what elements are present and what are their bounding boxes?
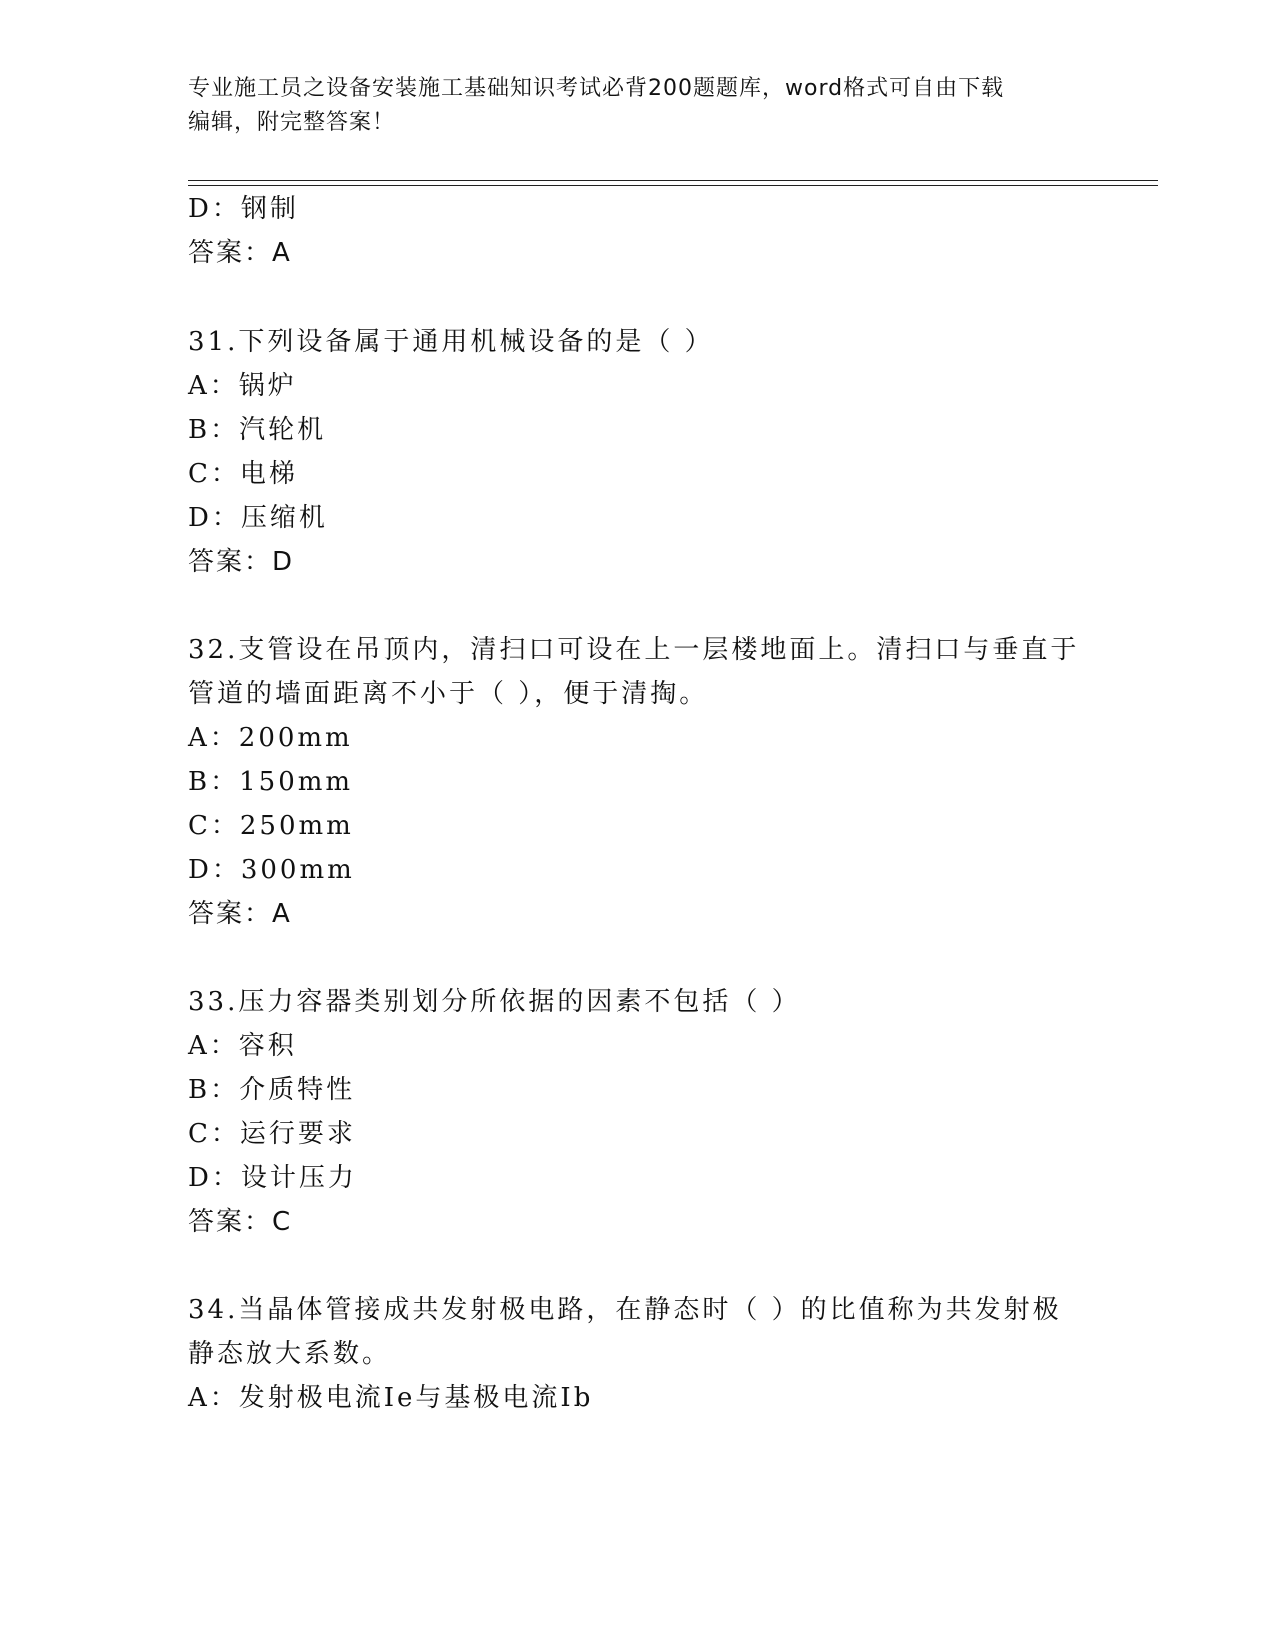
header-divider-top: [188, 180, 1158, 181]
header-divider-bottom: [188, 185, 1158, 186]
question-31-option-d: D：压缩机: [188, 503, 328, 533]
document-header: [188, 72, 1068, 140]
header-line-2: 编辑，附完整答案！: [188, 110, 396, 135]
question-31-answer: 答案：D: [188, 547, 295, 577]
question-33-option-c: C：运行要求: [188, 1119, 356, 1149]
option-d-prev: D：钢制: [188, 194, 299, 224]
question-32-stem-line-2: 管道的墙面距离不小于（ ），便于清掏。: [188, 679, 709, 709]
question-31-option-c: C：电梯: [188, 459, 298, 489]
question-34-option-a: A：发射极电流Ie与基极电流Ib: [188, 1383, 594, 1413]
question-34-stem-line-1: 34.当晶体管接成共发射极电路，在静态时（ ）的比值称为共发射极: [188, 1295, 1062, 1325]
question-31-option-b: B：汽轮机: [188, 415, 327, 445]
question-32-option-b: B：150mm: [188, 767, 354, 797]
question-33-answer: 答案：C: [188, 1207, 293, 1237]
question-32-option-a: A：200mm: [188, 723, 353, 753]
question-31-stem: 31.下列设备属于通用机械设备的是（ ）: [188, 327, 714, 357]
answer-prev: 答案：A: [188, 238, 292, 268]
question-32-option-d: D：300mm: [188, 855, 355, 885]
header-line-1: 专业施工员之设备安装施工基础知识考试必背200题题库，word格式可自由下载: [188, 76, 1005, 101]
question-33-option-d: D：设计压力: [188, 1163, 357, 1193]
question-33-option-a: A：容积: [188, 1031, 297, 1061]
question-33-stem: 33.压力容器类别划分所依据的因素不包括（ ）: [188, 987, 801, 1017]
question-34-stem-line-2: 静态放大系数。: [188, 1339, 392, 1369]
question-32-stem-line-1: 32.支管设在吊顶内，清扫口可设在上一层楼地面上。清扫口与垂直于: [188, 635, 1080, 665]
question-33-option-b: B：介质特性: [188, 1075, 356, 1105]
question-32-answer: 答案：A: [188, 899, 292, 929]
question-32-option-c: C：250mm: [188, 811, 354, 841]
question-31-option-a: A：锅炉: [188, 371, 297, 401]
